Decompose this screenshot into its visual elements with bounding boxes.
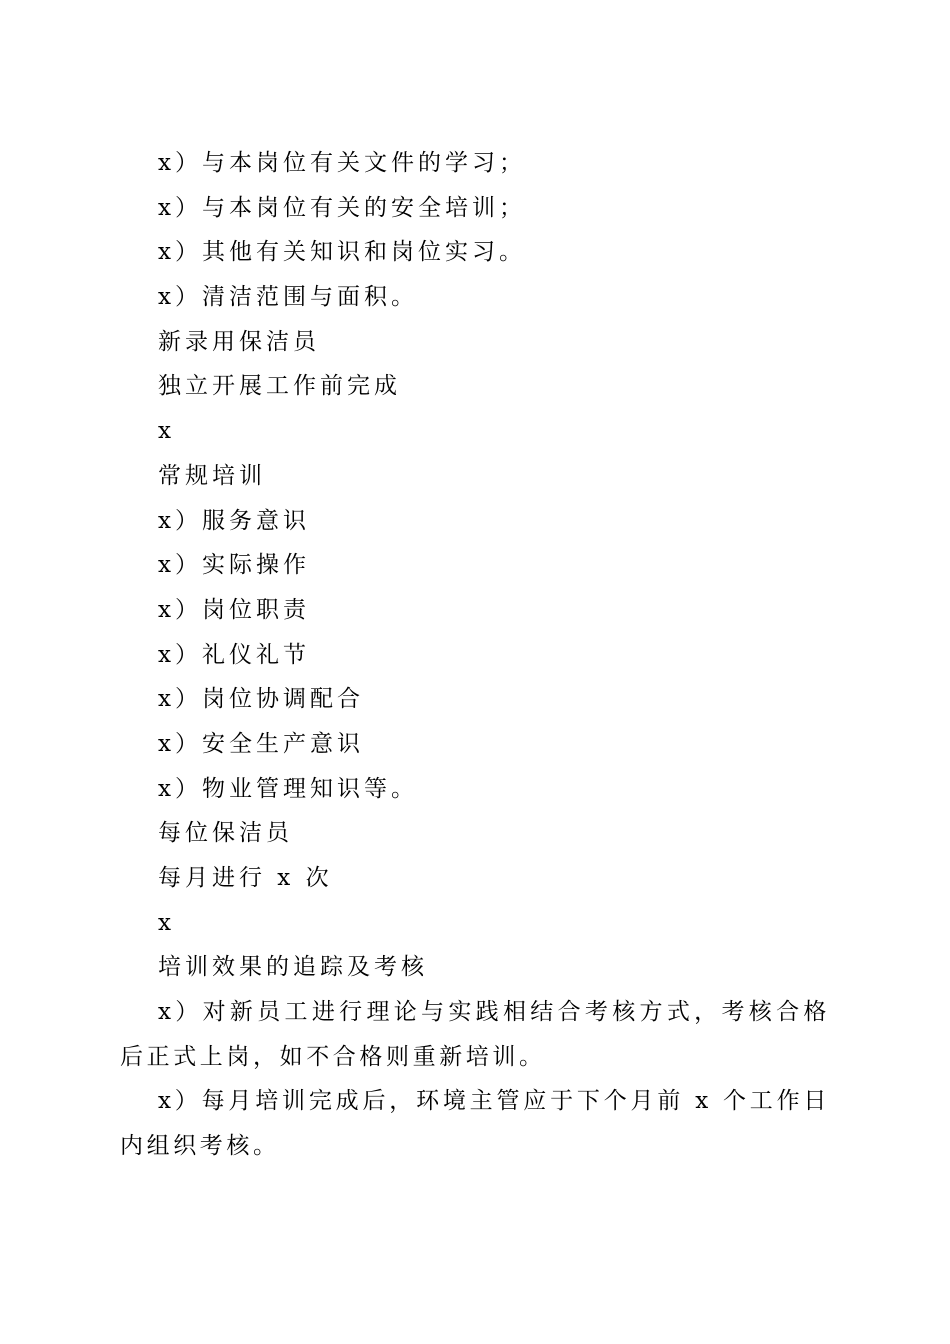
text-line: x）实际操作 (158, 552, 310, 579)
text-line: x）岗位协调配合 (158, 686, 364, 713)
text-line: 培训效果的追踪及考核 (158, 954, 428, 981)
text-line: x）物业管理知识等。 (158, 775, 418, 802)
text-line: x）岗位职责 (158, 596, 310, 623)
text-line: x）服务意识 (158, 507, 310, 534)
text-line: 独立开展工作前完成 (158, 373, 401, 400)
paragraph: x）对新员工进行理论与实践相结合考核方式，考核合格后正式上岗，如不合格则重新培训。 (120, 999, 830, 1070)
text-line: 每位保洁员 (158, 820, 293, 847)
text-line: x）与本岗位有关文件的学习； (158, 150, 526, 176)
text-line: x）清洁范围与面积。 (158, 284, 418, 311)
text-line: 新录用保洁员 (158, 328, 320, 355)
text-line: x）礼仪礼节 (158, 641, 310, 668)
text-line: x (158, 909, 175, 936)
text-line: x）与本岗位有关的安全培训； (158, 194, 526, 221)
text-line: x (158, 418, 175, 445)
text-line: x）安全生产意识 (158, 730, 364, 757)
text-line: 每月进行 x 次 (158, 865, 333, 891)
document-body (120, 141, 830, 1169)
text-line: x）其他有关知识和岗位实习。 (158, 239, 526, 266)
text-line: 常规培训 (158, 462, 266, 489)
paragraph: x）每月培训完成后，环境主管应于下个月前 x 个工作日内组织考核。 (120, 1088, 830, 1160)
